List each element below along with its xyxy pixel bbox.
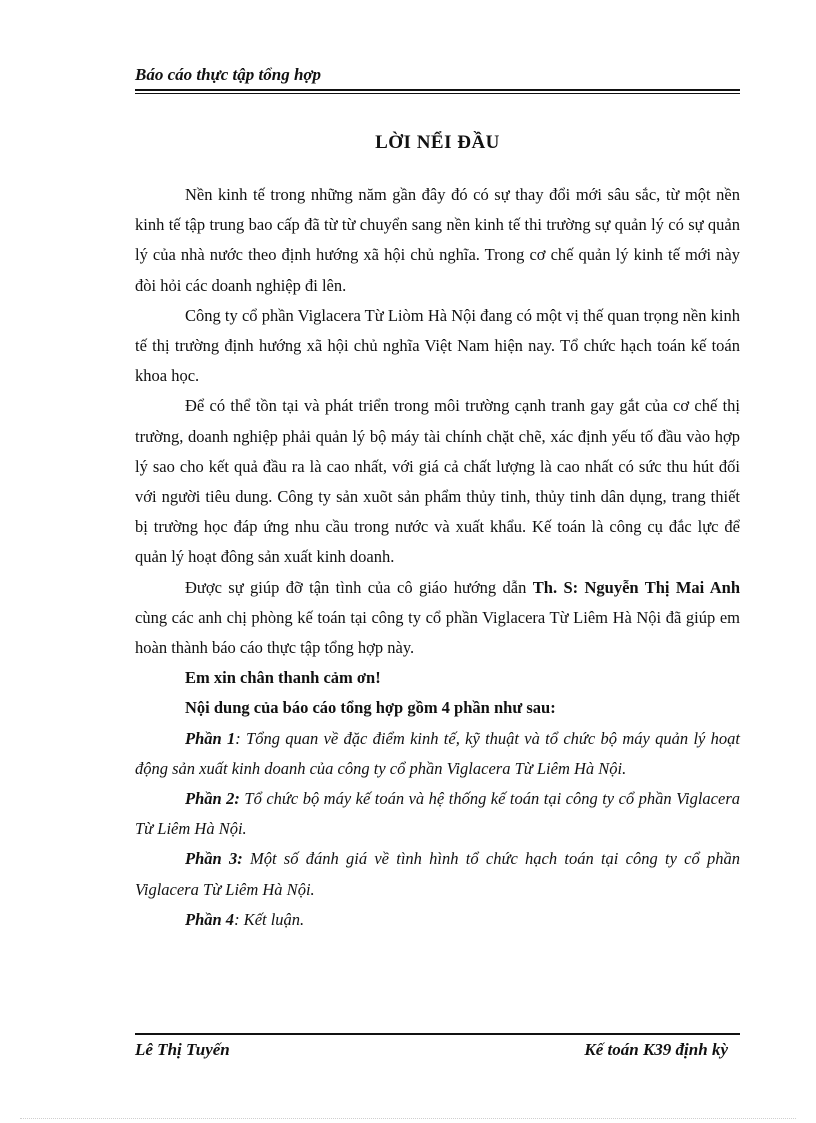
part-2-label: Phần 2: [185, 789, 240, 809]
supervisor-name: Th. S: Nguyễn Thị Mai Anh [532, 577, 740, 597]
part-2 [135, 784, 740, 844]
page-header [135, 62, 740, 94]
page-edge [20, 1118, 796, 1119]
part-1 [135, 724, 740, 784]
part-1-label: Phần 1 [185, 728, 236, 748]
contents-intro: Nội dung của báo cáo tổng hợp gồm 4 phần như sau: [185, 698, 556, 718]
part-3-text: Một số đánh giá về tình hình tổ chức hạch toán tại công ty cổ phần Viglacera Từ Liêm Hà Nội. [135, 849, 740, 899]
paragraph-3: Để có thể tồn tại và phát triển trong môi trường cạnh tranh gay gắt của cơ chế thị trường, doanh nghiệp phải quản lý bộ máy tài chính chặt chẽ, xác định yếu tố đầu vào hợp lý sao cho kết quả đầu ra là cao nhất, với giá cả chất lượng là cao nhất có sức thu hút đối với người tiêu dung. Công ty sản xuõt sản phẩm thủy tinh, thủy tinh dân dụng, trang thiết bị trường học đáp ứng nhu cầu trong nước và xuất khẩu. Kế toán là công cụ đắc lực để quản lý hoạt đông sản xuất kinh doanh. [135, 396, 740, 567]
header-rule [135, 89, 740, 94]
paragraph-4-before: Được sự giúp đỡ tận tình của cô giáo hướng dẫn [185, 577, 533, 597]
paragraph-2: Công ty cổ phần Viglacera Từ Liòm Hà Nội đang có một vị thế quan trọng nền kinh tế thị trường định hướng xã hội chủ nghĩa Việt Nam hiện nay. Tổ chức hạch toán kế toán khoa học. [135, 305, 740, 386]
paragraph-1: Nền kinh tế trong những năm gần đây đó có sự thay đổi mới sâu sắc, từ một nền kinh tế tập trung bao cấp đã từ từ chuyển sang nền kinh tế thi trường sự quản lý có sự quản lý của nhà nước theo định hướng xã hội chủ nghĩa. Trong cơ chế quản lý kinh tế mới này đòi hỏi các doanh nghiệp đi lên. [135, 185, 740, 295]
part-4-text: : Kết luận. [234, 909, 305, 929]
page-footer [135, 1033, 740, 1063]
part-4-label: Phần 4 [185, 909, 235, 929]
footer-row [135, 1037, 740, 1063]
part-4 [135, 905, 740, 935]
document-body [135, 180, 740, 935]
footer-class: Kế toán K39 định kỳ [584, 1040, 728, 1059]
document-title: LỜI NỂI ĐẦU [375, 132, 500, 153]
paragraph-4-after: cùng các anh chị phòng kế toán tại công ty cổ phần Viglacera Từ Liêm Hà Nội đã giúp em hoàn thành báo cáo thực tập tổng hợp này. [135, 607, 740, 658]
part-3-label: Phần 3: [185, 849, 243, 869]
footer-rule [135, 1033, 740, 1035]
part-3 [135, 844, 740, 904]
part-2-text: Tổ chức bộ máy kế toán và hệ thống kế toán tại công ty cổ phần Viglacera Từ Liêm Hà Nội. [135, 789, 740, 839]
footer-author: Lê Thị Tuyến [135, 1040, 230, 1059]
part-1-text: : Tổng quan về đặc điểm kinh tế, kỹ thuật và tổ chức bộ máy quản lý hoạt động sản xuất kinh doanh của công ty cổ phần Viglacera Từ Liêm Hà Nội. [135, 728, 740, 778]
header-title: Báo cáo thực tập tổng hợp [135, 65, 322, 84]
thanks-line: Em xin chân thanh cảm ơn! [185, 668, 381, 688]
paragraph-4 [135, 573, 740, 664]
